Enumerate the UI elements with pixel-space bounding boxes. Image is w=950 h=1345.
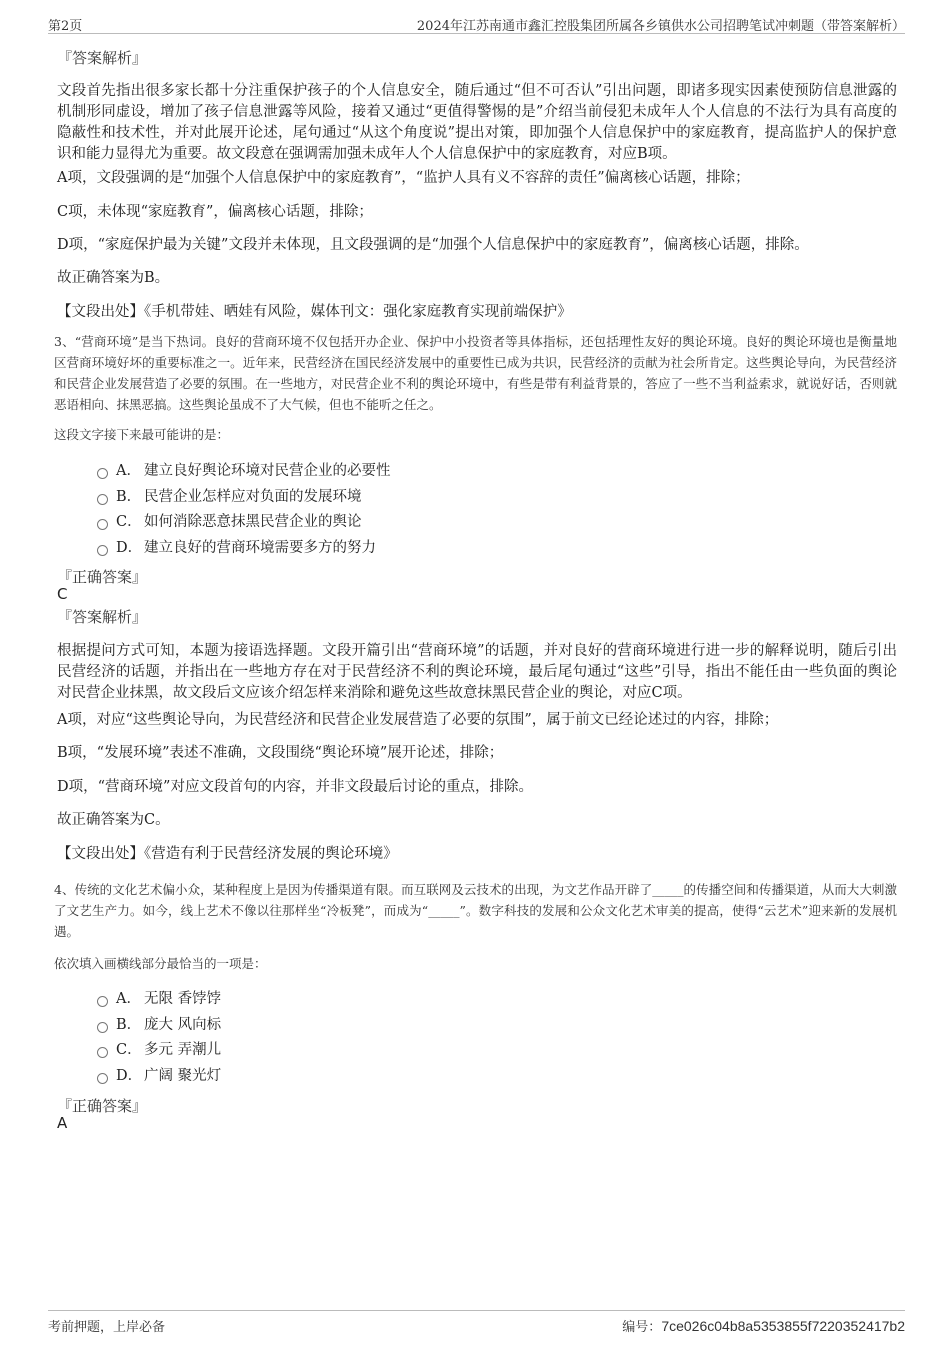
analysis-text: 文段首先指出很多家长都十分注重保护孩子的个人信息安全，随后通过“但不可否认”引出问题，即诸多现实因素使预防信息泄露的机制形同虚设，增加了孩子信息泄露等风险，接着又通过“更值得警惕的是”介绍当前侵犯未成年人个人信息的不法行为具有高度的隐蔽性和技术性，并对此展开论述，尾句通过“从这个角度说”提出对策，即加强个人信息保护中的家庭教育，提高监护人的保护意识和能力显得尤为重要。故文段意在强调需加强未成年人个人信息保护中的家庭教育，对应B项。	[57, 83, 897, 162]
correct-answer-label: 『正确答案』	[57, 568, 148, 586]
radio-icon[interactable]	[97, 545, 108, 556]
analysis-note-d: D项，“家庭保护最为关键”文段并未体现，且文段强调的是“加强个人信息保护中的家庭教育”，偏离核心话题，排除。	[57, 237, 809, 253]
analysis-text: 根据提问方式可知，本题为接语选择题。文段开篇引出“营商环境”的话题，并对良好的营商环境进行进一步的解释说明，随后引出民营经济的话题，并指出在一些地方存在对于民营经济不利的舆论环境，最后尾句通过“这些”引导，指出不能任由一些负面的舆论对民营企业抹黑，故文段后文应该介绍怎样来消除和避免这些故意抹黑民营企业的舆论，对应C项。	[57, 643, 897, 701]
analysis-label: 『答案解析』	[57, 49, 148, 67]
radio-icon[interactable]	[97, 996, 108, 1007]
question-4-prompt: 依次填入画横线部分最恰当的一项是：	[54, 956, 267, 971]
option-3-c[interactable]: C． 如何消除恶意抹黑民营企业的舆论	[97, 511, 362, 533]
option-3-b[interactable]: B． 民营企业怎样应对负面的发展环境	[97, 486, 362, 508]
analysis-note-b: B项，“发展环境”表述不准确，文段围绕“舆论环境”展开论述，排除；	[57, 745, 504, 761]
option-3-d[interactable]: D． 建立良好的营商环境需要多方的努力	[97, 537, 376, 559]
correct-answer-label: 『正确答案』	[57, 1097, 148, 1115]
page-number: 第2页	[48, 19, 83, 34]
analysis-note-a: A项，对应“这些舆论导向，为民营经济和民营企业发展营造了必要的氛围”，属于前文已经论述过的内容，排除；	[57, 712, 779, 728]
question-3-prompt: 这段文字接下来最可能讲的是：	[54, 427, 230, 442]
option-4-a[interactable]: A． 无限 香饽饽	[97, 988, 221, 1010]
radio-icon[interactable]	[97, 1073, 108, 1084]
radio-icon[interactable]	[97, 519, 108, 530]
document-title: 2024年江苏南通市鑫汇控股集团所属各乡镇供水公司招聘笔试冲刺题（带答案解析）	[416, 19, 905, 34]
passage-source: 【文段出处】《营造有利于民营经济发展的舆论环境》	[57, 846, 398, 862]
passage-source: 【文段出处】《手机带娃、晒娃有风险，媒体刊文：强化家庭教育实现前端保护》	[57, 304, 572, 320]
question-3-text: 3、“营商环境”是当下热词。良好的营商环境不仅包括开办企业、保护中小投资者等具体指标，还包括理性友好的舆论环境。良好的舆论环境也是衡量地区营商环境好坏的重要标准之一。近年来，民营经济在国民经济发展中的重要性已成为共识，民营经济的贡献为社会所肯定。这些舆论导向，为民营经济和民营企业发展营造了必要的氛围。在一些地方，对民营企业不利的舆论环境中，有些是带有利益背景的，答应了一些不当利益索求，就说好话，否则就恶语相向、抹黑恶搞。这些舆论虽成不了大气候，但也不能听之任之。	[54, 334, 897, 412]
radio-icon[interactable]	[97, 494, 108, 505]
analysis-note-c: C项，未体现“家庭教育”，偏离核心话题，排除；	[57, 204, 373, 220]
analysis-conclusion: 故正确答案为C。	[57, 812, 170, 828]
correct-answer: C	[57, 585, 68, 603]
radio-icon[interactable]	[97, 1047, 108, 1058]
question-4-text: 4、传统的文化艺术偏小众，某种程度上是因为传播渠道有限。而互联网及云技术的出现，为文艺作品开辟了_____的传播空间和传播渠道，从而大大刺激了文艺生产力。如今，线上艺术不像以往那样坐“冷板凳”，而成为“_____”。数字科技的发展和公众文化艺术审美的提高，使得“云艺术”迎来新的发展机遇。	[54, 882, 897, 939]
option-4-d[interactable]: D． 广阔 聚光灯	[97, 1065, 221, 1087]
analysis-conclusion: 故正确答案为B。	[57, 270, 170, 286]
radio-icon[interactable]	[97, 468, 108, 479]
document-code: 编号：7ce026c04b8a5353855f7220352417b2	[622, 1318, 905, 1335]
correct-answer: A	[57, 1114, 68, 1132]
analysis-note-d: D项，“营商环境”对应文段首句的内容，并非文段最后讨论的重点，排除。	[57, 779, 533, 795]
page-footer	[48, 1310, 905, 1337]
analysis-label: 『答案解析』	[57, 608, 148, 626]
analysis-note-a: A项，文段强调的是“加强个人信息保护中的家庭教育”，“监护人具有义不容辞的责任”偏离核心话题，排除；	[57, 170, 750, 186]
footer-slogan: 考前押题，上岸必备	[48, 1320, 166, 1335]
page-header	[48, 13, 905, 34]
option-4-b[interactable]: B． 庞大 风向标	[97, 1014, 221, 1036]
option-3-a[interactable]: A． 建立良好舆论环境对民营企业的必要性	[97, 460, 391, 482]
option-4-c[interactable]: C． 多元 弄潮儿	[97, 1039, 221, 1061]
radio-icon[interactable]	[97, 1022, 108, 1033]
